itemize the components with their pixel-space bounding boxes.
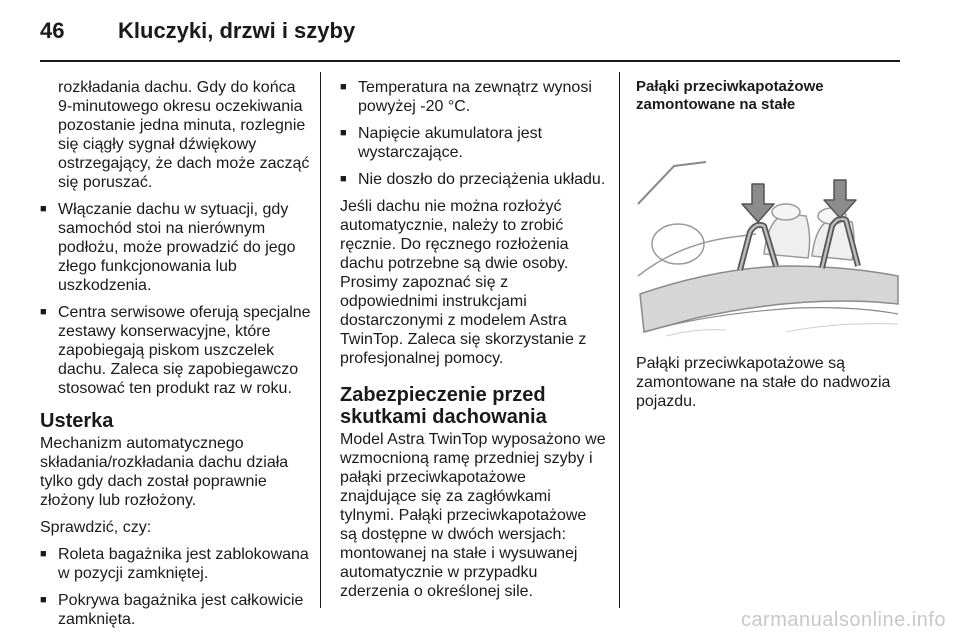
- watermark-text: carmanualsonline.info: [740, 609, 946, 631]
- list-item: ■ Pokrywa bagażnika jest całkowicie zamknięta.: [40, 591, 312, 629]
- paragraph: Mechanizm automatycznego składania/rozkładania dachu działa tylko gdy dach został poprawnie złożony lub rozłożony.: [40, 435, 289, 509]
- section-heading-rollover-protection: Zabezpieczenie przed skutkami dachowania: [340, 384, 547, 428]
- header-rule: [40, 60, 900, 62]
- paragraph: Jeśli dachu nie można rozłożyć automatycznie, należy to zrobić ręcznie. Do ręcznego rozłożenia dachu potrzebne są dwie osoby. Prosimy zapoznać się z odpowiednimi instrukcjami dostarczonymi z modelem Astra TwinTop. Zaleca się skorzystanie z profesjonalnej pomocy.: [340, 198, 587, 367]
- column-1: [40, 78, 312, 637]
- list-item: ■ Nie doszło do przeciążenia układu.: [340, 170, 606, 189]
- list-item: ■ Napięcie akumulatora jest wystarczające.: [340, 124, 606, 162]
- bullet-list-conditions: [340, 78, 606, 189]
- list-item: ■ Temperatura na zewnątrz wynosi powyżej -20 °C.: [340, 78, 606, 116]
- paragraph: Sprawdzić, czy:: [40, 519, 152, 536]
- section-heading-usterka: Usterka: [40, 410, 114, 432]
- column-divider-2: [619, 72, 620, 608]
- list-item: ■ Roleta bagażnika jest zablokowana w pozycji zamkniętej.: [40, 545, 312, 583]
- page-title: Kluczyki, drzwi i szyby: [118, 18, 356, 43]
- list-item: ■ Centra serwisowe oferują specjalne zestawy konserwacyjne, które zapobiegają piskom uszczelek dachu. Zaleca się zapobiegawczo stosować ten produkt raz w roku.: [40, 303, 312, 398]
- column-2: [340, 78, 606, 609]
- bullet-list-notes: [40, 200, 312, 398]
- bullet-list-checks: [40, 545, 312, 629]
- page-number: 46: [40, 18, 65, 43]
- column-3: [636, 78, 900, 419]
- convertible-rollbar-drawing: [636, 126, 900, 338]
- paragraph: Model Astra TwinTop wyposażono we wzmocnioną ramę przedniej szyby i pałąki przeciwkapotażowe znajdujące się za zagłówkami tylnymi. Pałąki przeciwkapotażowe są dostępne w dwóch wersjach: montowanej na stałe i wysuwanej automatycznie w przypadku zderzenia o określonej sile.: [340, 431, 606, 600]
- rollbar-illustration: [636, 126, 900, 338]
- continuation-paragraph: rozkładania dachu. Gdy do końca 9-minutowego okresu oczekiwania pozostanie jedna minuta, rozlegnie się ciągły sygnał dźwiękowy ostrzegający, że dach może zacząć się poruszać.: [58, 79, 310, 191]
- figure-caption: Pałąki przeciwkapotażowe są zamontowane na stałe do nadwozia pojazdu.: [636, 355, 891, 410]
- column-divider-1: [320, 72, 321, 608]
- list-item: ■ Włączanie dachu w sytuacji, gdy samochód stoi na nierównym podłożu, może prowadzić do jego złego funkcjonowania lub uszkodzenia.: [40, 200, 312, 295]
- figure-subheading: Pałąki przeciwkapotażowe zamontowane na stałe: [636, 78, 824, 113]
